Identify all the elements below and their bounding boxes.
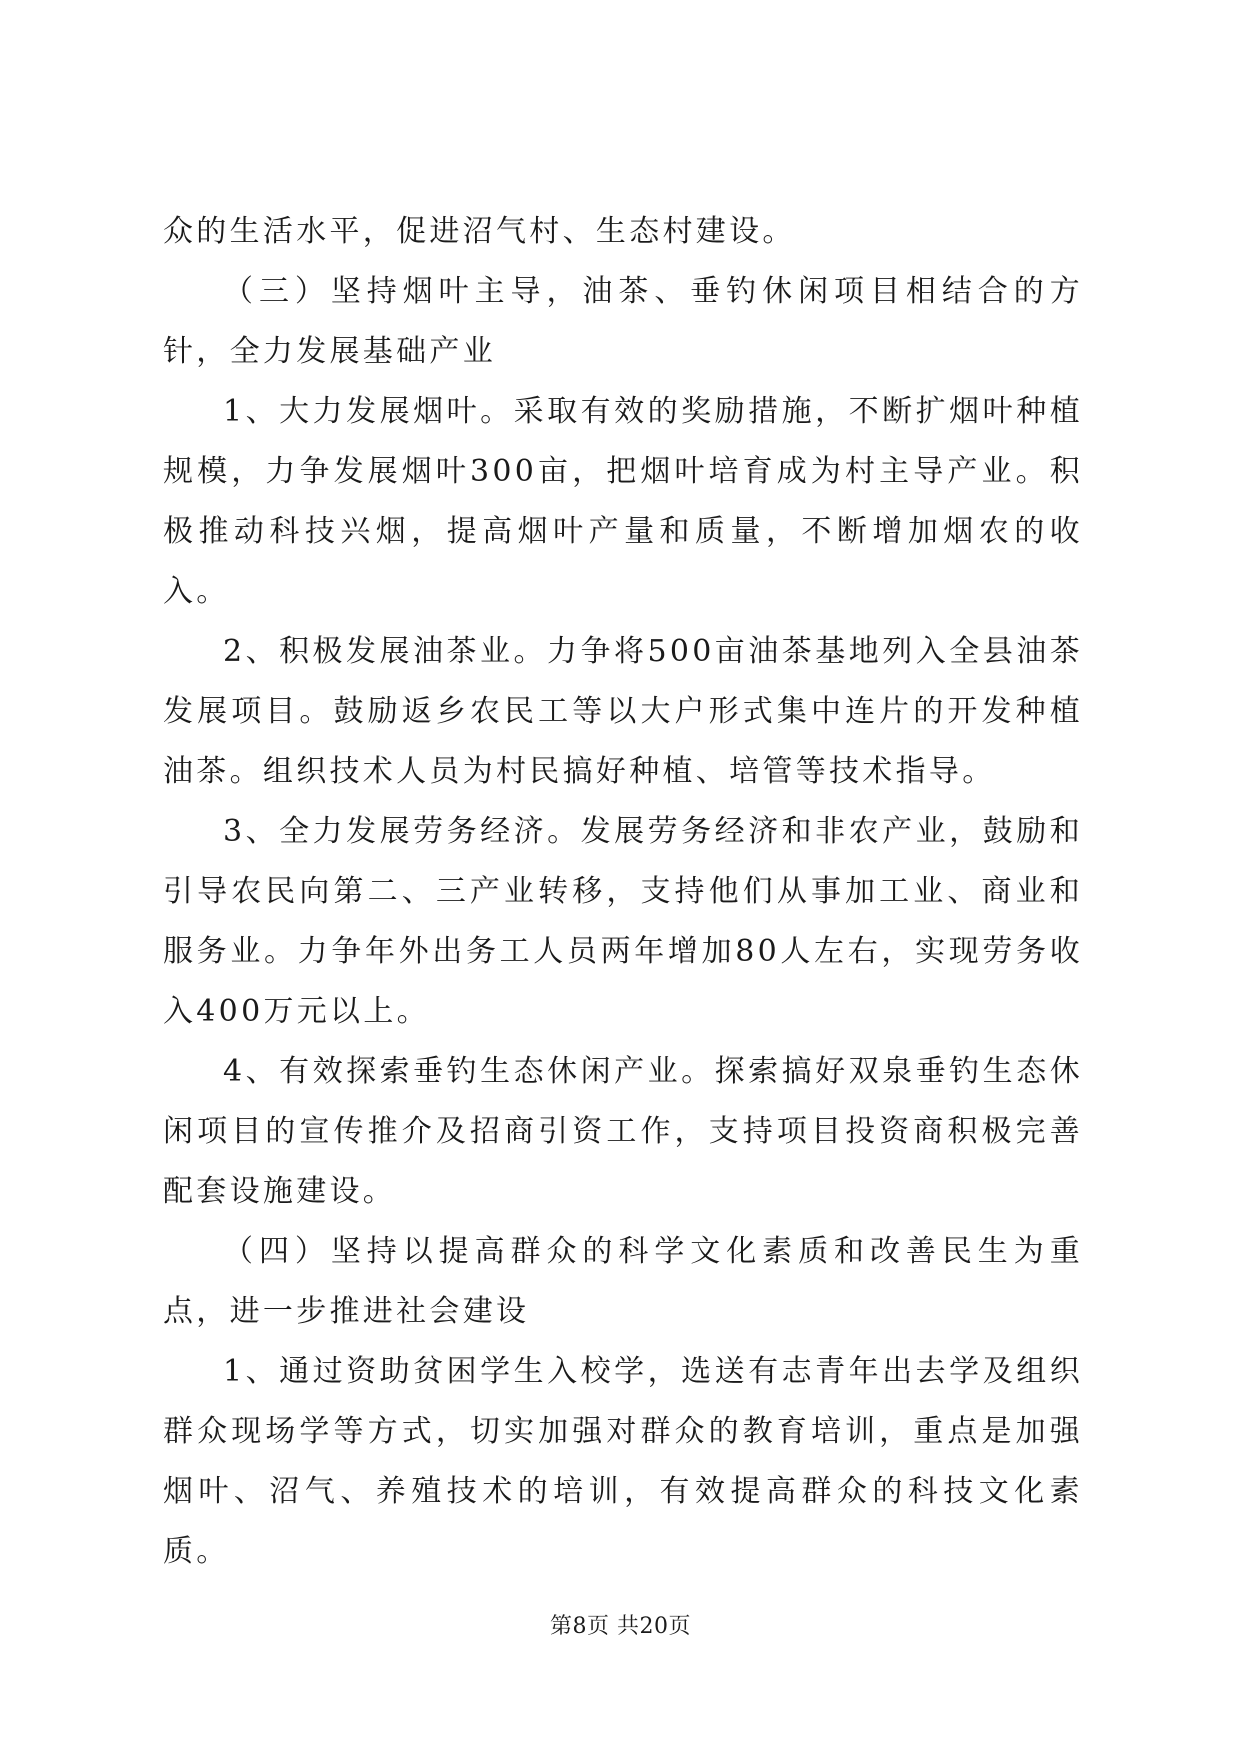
paragraph-education: 1、通过资助贫困学生入校学，选送有志青年出去学及组织群众现场学等方式，切实加强对群众的教育培训，重点是加强烟叶、沼气、养殖技术的培训，有效提高群众的科技文化素质。	[163, 1354, 1083, 1569]
paragraph-fishing-leisure: 4、有效探索垂钓生态休闲产业。探索搞好双泉垂钓生态休闲项目的宣传推介及招商引资工作，支持项目投资商积极完善配套设施建设。	[163, 1054, 1083, 1209]
page-footer: 第8页 共20页	[550, 1614, 691, 1639]
paragraph-continuation: 众的生活水平，促进沼气村、生态村建设。	[163, 214, 796, 249]
paragraph-oil-tea: 2、积极发展油茶业。力争将500亩油茶基地列入全县油茶发展项目。鼓励返乡农民工等以大户形式集中连片的开发种植油茶。组织技术人员为村民搞好种植、培管等技术指导。	[163, 634, 1083, 789]
section-heading-4: （四）坚持以提高群众的科学文化素质和改善民生为重点，进一步推进社会建设	[163, 1234, 1083, 1329]
document-body	[163, 202, 1083, 1582]
paragraph-labor-economy: 3、全力发展劳务经济。发展劳务经济和非农产业，鼓励和引导农民向第二、三产业转移，支持他们从事加工业、商业和服务业。力争年外出务工人员两年增加80人左右，实现劳务收入400万元以上。	[163, 814, 1083, 1029]
paragraph-tobacco: 1、大力发展烟叶。采取有效的奖励措施，不断扩烟叶种植规模，力争发展烟叶300亩，把烟叶培育成为村主导产业。积极推动科技兴烟，提高烟叶产量和质量，不断增加烟农的收入。	[163, 394, 1083, 609]
section-heading-3: （三）坚持烟叶主导，油茶、垂钓休闲项目相结合的方针，全力发展基础产业	[163, 274, 1083, 369]
